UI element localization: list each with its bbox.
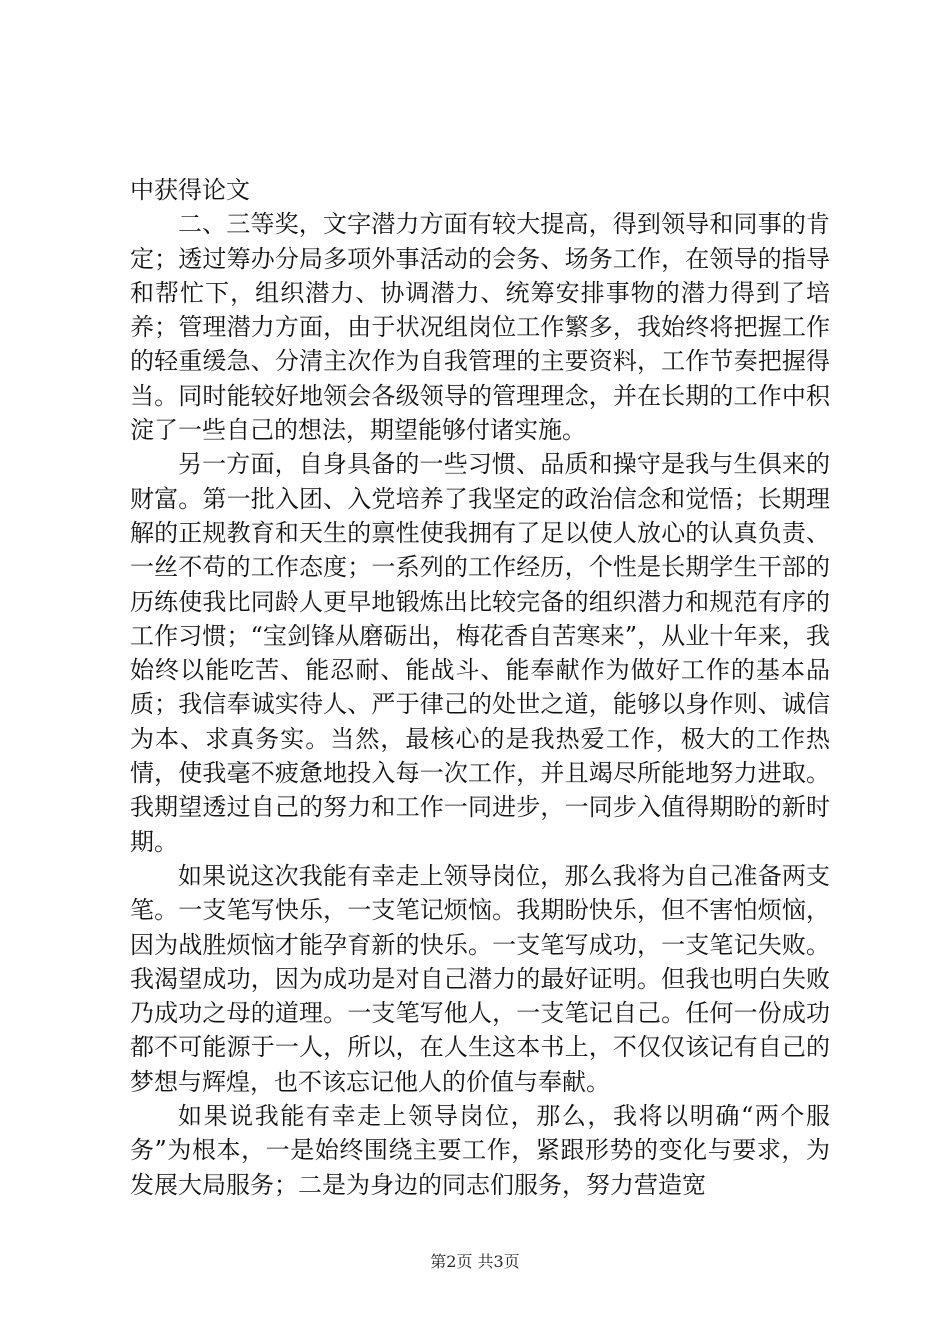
paragraph-3: 另一方面，自身具备的一些习惯、品质和操守是我与生俱来的财富。第一批入团、入党培养了我坚定的政治信念和觉悟；长期理解的正规教育和天生的禀性使我拥有了足以使人放心的认真负责、一丝不苟的工作态度；一系列的工作经历，个性是长期学生干部的历练使我比同龄人更早地锻炼出比较完备的组织潜力和规范有序的工作习惯；“宝剑锋从磨砺出，梅花香自苦寒来”，从业十年来，我始终以能吃苦、能忍耐、能战斗、能奉献作为做好工作的基本品质；我信奉诚实待人、严于律己的处世之道，能够以身作则、诚信为本、求真务实。当然，最核心的是我热爱工作，极大的工作热情，使我毫不疲惫地投入每一次工作，并且竭尽所能地努力进取。我期望透过自己的努力和工作一同进步，一同步入值得期盼的新时期。 <box>130 450 830 856</box>
page-footer: 第2页 共3页 <box>430 1252 520 1271</box>
paragraph-1: 中获得论文 <box>130 176 250 204</box>
document-body <box>130 173 830 1202</box>
paragraph-5: 如果说我能有幸走上领导岗位，那么，我将以明确“两个服务”为根本，一是始终围绕主要工作，紧跟形势的变化与要求，为发展大局服务；二是为身边的同志们服务，努力营造宽 <box>130 1102 830 1199</box>
paragraph-2: 二、三等奖，文字潜力方面有较大提高，得到领导和同事的肯定；透过筹办分局多项外事活动的会务、场务工作，在领导的指导和帮忙下，组织潜力、协调潜力、统筹安排事物的潜力得到了培养；管理潜力方面，由于状况组岗位工作繁多，我始终将把握工作的轻重缓急、分清主次作为自我管理的主要资料，工作节奏把握得当。同时能较好地领会各级领导的管理理念，并在长期的工作中积淀了一些自己的想法，期望能够付诸实施。 <box>130 210 830 445</box>
paragraph-4: 如果说这次我能有幸走上领导岗位，那么我将为自己准备两支笔。一支笔写快乐，一支笔记烦恼。我期盼快乐，但不害怕烦恼，因为战胜烦恼才能孕育新的快乐。一支笔写成功，一支笔记失败。我渴望成功，因为成功是对自己潜力的最好证明。但我也明白失败乃成功之母的道理。一支笔写他人，一支笔记自己。任何一份成功都不可能源于一人，所以，在人生这本书上，不仅仅该记有自己的梦想与辉煌，也不该忘记他人的价值与奉献。 <box>130 861 830 1096</box>
